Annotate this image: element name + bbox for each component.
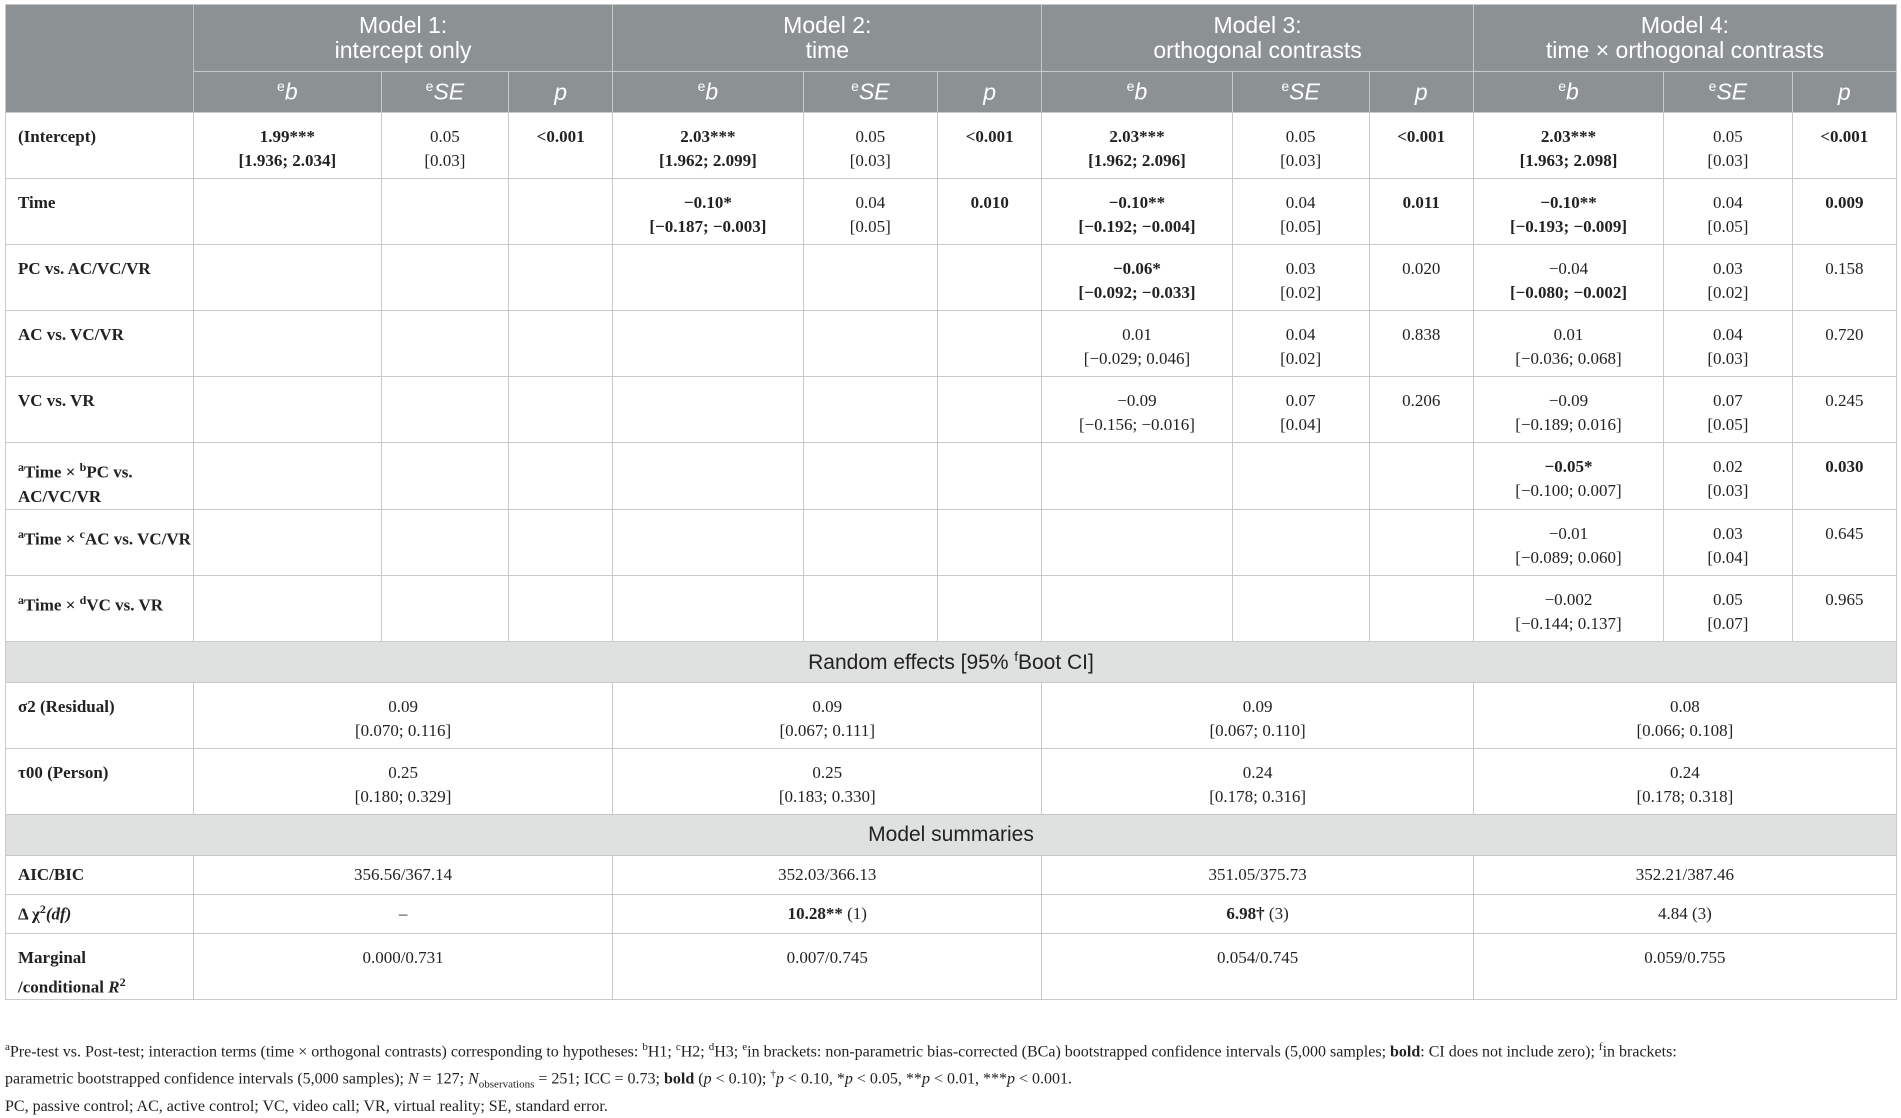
cell-summary: 10.28** (1) <box>613 894 1042 933</box>
cell-empty <box>509 179 613 245</box>
cell-se: 0.07 [0.04] <box>1232 377 1369 443</box>
cell-p: 0.645 <box>1792 509 1896 575</box>
cell-p: 0.720 <box>1792 311 1896 377</box>
regression-results-table <box>5 4 1897 1000</box>
cell-empty <box>193 311 381 377</box>
col-p-m2: p <box>938 72 1042 113</box>
cell-random: 0.09 [0.067; 0.110] <box>1042 682 1474 748</box>
cell-se: 0.04 [0.05] <box>1232 179 1369 245</box>
cell-empty <box>938 443 1042 510</box>
col-se-m2: $^e$SE <box>803 72 938 113</box>
col-p-m1: p <box>509 72 613 113</box>
column-header-row <box>6 72 1897 113</box>
cell-b: −0.05* [−0.100; 0.007] <box>1473 443 1663 510</box>
cell-empty <box>938 377 1042 443</box>
cell-p: 0.009 <box>1792 179 1896 245</box>
cell-p: 0.838 <box>1369 311 1473 377</box>
section-title: Model summaries <box>6 814 1897 855</box>
model-2-header: Model 2: time <box>613 5 1042 72</box>
row-pc-contrast <box>6 245 1897 311</box>
cell-empty <box>381 311 508 377</box>
row-label: PC vs. AC/VC/VR <box>6 245 194 311</box>
row-time-x-ac <box>6 509 1897 575</box>
col-se-m3: $^e$SE <box>1232 72 1369 113</box>
cell-empty <box>1369 575 1473 641</box>
model-header-row <box>6 5 1897 72</box>
col-b-m4: $^e$b <box>1473 72 1663 113</box>
cell-b: −0.10** [−0.192; −0.004] <box>1042 179 1232 245</box>
cell-se: 0.04 [0.05] <box>1664 179 1792 245</box>
cell-se: 0.05 [0.03] <box>1232 113 1369 179</box>
row-tau-person <box>6 748 1897 814</box>
cell-summary: 0.007/0.745 <box>613 933 1042 1000</box>
col-b-m3: $^e$b <box>1042 72 1232 113</box>
row-label: Marginal /conditional $R^2$ <box>6 933 194 1000</box>
cell-empty <box>509 509 613 575</box>
cell-b: −0.06* [−0.092; −0.033] <box>1042 245 1232 311</box>
cell-random: 0.08 [0.066; 0.108] <box>1473 682 1896 748</box>
cell-summary: 352.03/366.13 <box>613 855 1042 894</box>
cell-random: 0.24 [0.178; 0.316] <box>1042 748 1474 814</box>
cell-p: <0.001 <box>938 113 1042 179</box>
cell-empty <box>193 575 381 641</box>
cell-b: −0.01 [−0.089; 0.060] <box>1473 509 1663 575</box>
cell-empty <box>193 179 381 245</box>
cell-empty <box>381 179 508 245</box>
footnote-line-2: parametric bootstrapped confidence intervals (5,000 samples); N = 127; $N_{observations} = 251$; ICC = 0.73; bold (p < 0.10); †p < 0.10, *p < 0.05, **p < 0.01, ***p < 0.001. <box>5 1068 1072 1091</box>
cell-empty <box>509 245 613 311</box>
cell-b: −0.10** [−0.193; −0.009] <box>1473 179 1663 245</box>
cell-summary: 356.56/367.14 <box>193 855 612 894</box>
cell-empty <box>381 509 508 575</box>
row-aic-bic <box>6 855 1897 894</box>
row-label: σ2 (Residual) <box>6 682 194 748</box>
cell-random: 0.09 [0.067; 0.111] <box>613 682 1042 748</box>
cell-empty <box>1042 443 1232 510</box>
cell-empty <box>509 443 613 510</box>
cell-summary: 351.05/375.73 <box>1042 855 1474 894</box>
cell-se: 0.04 [0.05] <box>803 179 938 245</box>
cell-b: 0.01 [−0.036; 0.068] <box>1473 311 1663 377</box>
cell-p: <0.001 <box>509 113 613 179</box>
section-random-effects <box>6 641 1897 682</box>
cell-p: 0.158 <box>1792 245 1896 311</box>
col-se-m1: $^e$SE <box>381 72 508 113</box>
col-b-m1: $^e$b <box>193 72 381 113</box>
row-intercept <box>6 113 1897 179</box>
row-time-x-pc <box>6 443 1897 510</box>
row-label: AC vs. VC/VR <box>6 311 194 377</box>
cell-p: 0.020 <box>1369 245 1473 311</box>
row-r-squared <box>6 933 1897 1000</box>
cell-p: 0.011 <box>1369 179 1473 245</box>
row-label: VC vs. VR <box>6 377 194 443</box>
cell-se: 0.03 [0.02] <box>1232 245 1369 311</box>
row-vc-contrast <box>6 377 1897 443</box>
row-chi-square <box>6 894 1897 933</box>
cell-se: 0.03 [0.02] <box>1664 245 1792 311</box>
cell-empty <box>381 575 508 641</box>
cell-empty <box>803 377 938 443</box>
cell-empty <box>938 311 1042 377</box>
cell-empty <box>938 575 1042 641</box>
row-label: (Intercept) <box>6 113 194 179</box>
row-ac-contrast <box>6 311 1897 377</box>
row-sigma-residual <box>6 682 1897 748</box>
cell-empty <box>803 245 938 311</box>
cell-empty <box>613 509 803 575</box>
cell-empty <box>509 575 613 641</box>
cell-empty <box>613 377 803 443</box>
cell-se: 0.04 [0.02] <box>1232 311 1369 377</box>
cell-se: 0.05 [0.03] <box>1664 113 1792 179</box>
cell-p: 0.030 <box>1792 443 1896 510</box>
row-label: $^a$Time × $^d$VC vs. VR <box>6 575 194 641</box>
cell-empty <box>1369 509 1473 575</box>
cell-summary: 4.84 (3) <box>1473 894 1896 933</box>
cell-b: −0.04 [−0.080; −0.002] <box>1473 245 1663 311</box>
col-p-m4: p <box>1792 72 1896 113</box>
row-label: τ00 (Person) <box>6 748 194 814</box>
cell-b: −0.09 [−0.189; 0.016] <box>1473 377 1663 443</box>
row-time <box>6 179 1897 245</box>
cell-empty <box>509 311 613 377</box>
cell-empty <box>803 311 938 377</box>
row-label: Time <box>6 179 194 245</box>
cell-empty <box>193 443 381 510</box>
cell-se: 0.04 [0.03] <box>1664 311 1792 377</box>
cell-empty <box>938 245 1042 311</box>
cell-p: 0.965 <box>1792 575 1896 641</box>
cell-empty <box>1369 443 1473 510</box>
cell-se: 0.03 [0.04] <box>1664 509 1792 575</box>
cell-summary: 0.054/0.745 <box>1042 933 1474 1000</box>
cell-p: 0.010 <box>938 179 1042 245</box>
cell-empty <box>1232 575 1369 641</box>
cell-empty <box>613 443 803 510</box>
cell-b: −0.09 [−0.156; −0.016] <box>1042 377 1232 443</box>
cell-p: <0.001 <box>1369 113 1473 179</box>
cell-b: −0.002 [−0.144; 0.137] <box>1473 575 1663 641</box>
cell-empty <box>193 509 381 575</box>
cell-summary: – <box>193 894 612 933</box>
cell-summary: 352.21/387.46 <box>1473 855 1896 894</box>
cell-summary: 0.059/0.755 <box>1473 933 1896 1000</box>
row-label: $^a$Time × $^c$AC vs. VC/VR <box>6 509 194 575</box>
cell-empty <box>938 509 1042 575</box>
footnote-line-1: $^a$Pre-test vs. Post-test; interaction terms (time × orthogonal contrasts) corresponding to hypotheses: $^b$H1; $^c$H2; $^d$H3; $^e$in brackets: non-parametric bias-corrected (BCa) bootstrapped confidence intervals (5,000 samples; bold: CI does not include zero); $^f$in brackets: <box>5 1041 1677 1061</box>
cell-empty <box>1232 443 1369 510</box>
cell-empty <box>803 575 938 641</box>
cell-empty <box>803 509 938 575</box>
row-time-x-vc <box>6 575 1897 641</box>
cell-summary: 6.98† (3) <box>1042 894 1474 933</box>
cell-summary: 0.000/0.731 <box>193 933 612 1000</box>
cell-se: 0.07 [0.05] <box>1664 377 1792 443</box>
model-4-header: Model 4: time × orthogonal contrasts <box>1473 5 1896 72</box>
cell-p: <0.001 <box>1792 113 1896 179</box>
cell-empty <box>1042 575 1232 641</box>
table-footnotes <box>5 1036 1897 1118</box>
cell-empty <box>381 245 508 311</box>
cell-se: 0.05 [0.07] <box>1664 575 1792 641</box>
cell-random: 0.09 [0.070; 0.116] <box>193 682 612 748</box>
cell-empty <box>381 377 508 443</box>
cell-empty <box>613 575 803 641</box>
section-title: Random effects [95% $^f$Boot CI] <box>6 641 1897 682</box>
row-label: AIC/BIC <box>6 855 194 894</box>
cell-empty <box>193 377 381 443</box>
cell-random: 0.25 [0.183; 0.330] <box>613 748 1042 814</box>
cell-b: 2.03*** [1.963; 2.098] <box>1473 113 1663 179</box>
cell-b: 0.01 [−0.029; 0.046] <box>1042 311 1232 377</box>
section-model-summaries <box>6 814 1897 855</box>
footnote-line-3: PC, passive control; AC, active control; VC, video call; VR, virtual reality; SE, standard error. <box>5 1097 608 1115</box>
cell-empty <box>1232 509 1369 575</box>
cell-b: 2.03*** [1.962; 2.096] <box>1042 113 1232 179</box>
cell-empty <box>509 377 613 443</box>
row-label: $^a$Time × $^b$PC vs. AC/VC/VR <box>6 443 194 510</box>
cell-b: −0.10* [−0.187; −0.003] <box>613 179 803 245</box>
cell-se: 0.02 [0.03] <box>1664 443 1792 510</box>
cell-b: 1.99*** [1.936; 2.034] <box>193 113 381 179</box>
cell-empty <box>803 443 938 510</box>
cell-random: 0.25 [0.180; 0.329] <box>193 748 612 814</box>
cell-b: 2.03*** [1.962; 2.099] <box>613 113 803 179</box>
cell-se: 0.05 [0.03] <box>381 113 508 179</box>
cell-empty <box>381 443 508 510</box>
col-se-m4: $^e$SE <box>1664 72 1792 113</box>
model-3-header: Model 3: orthogonal contrasts <box>1042 5 1474 72</box>
cell-empty <box>613 245 803 311</box>
cell-empty <box>1042 509 1232 575</box>
row-label: Δ $\chi^2(df)$ <box>6 894 194 933</box>
cell-p: 0.245 <box>1792 377 1896 443</box>
col-b-m2: $^e$b <box>613 72 803 113</box>
col-p-m3: p <box>1369 72 1473 113</box>
cell-se: 0.05 [0.03] <box>803 113 938 179</box>
cell-p: 0.206 <box>1369 377 1473 443</box>
header-corner <box>6 5 194 113</box>
cell-empty <box>613 311 803 377</box>
cell-random: 0.24 [0.178; 0.318] <box>1473 748 1896 814</box>
cell-empty <box>193 245 381 311</box>
model-1-header: Model 1: intercept only <box>193 5 612 72</box>
